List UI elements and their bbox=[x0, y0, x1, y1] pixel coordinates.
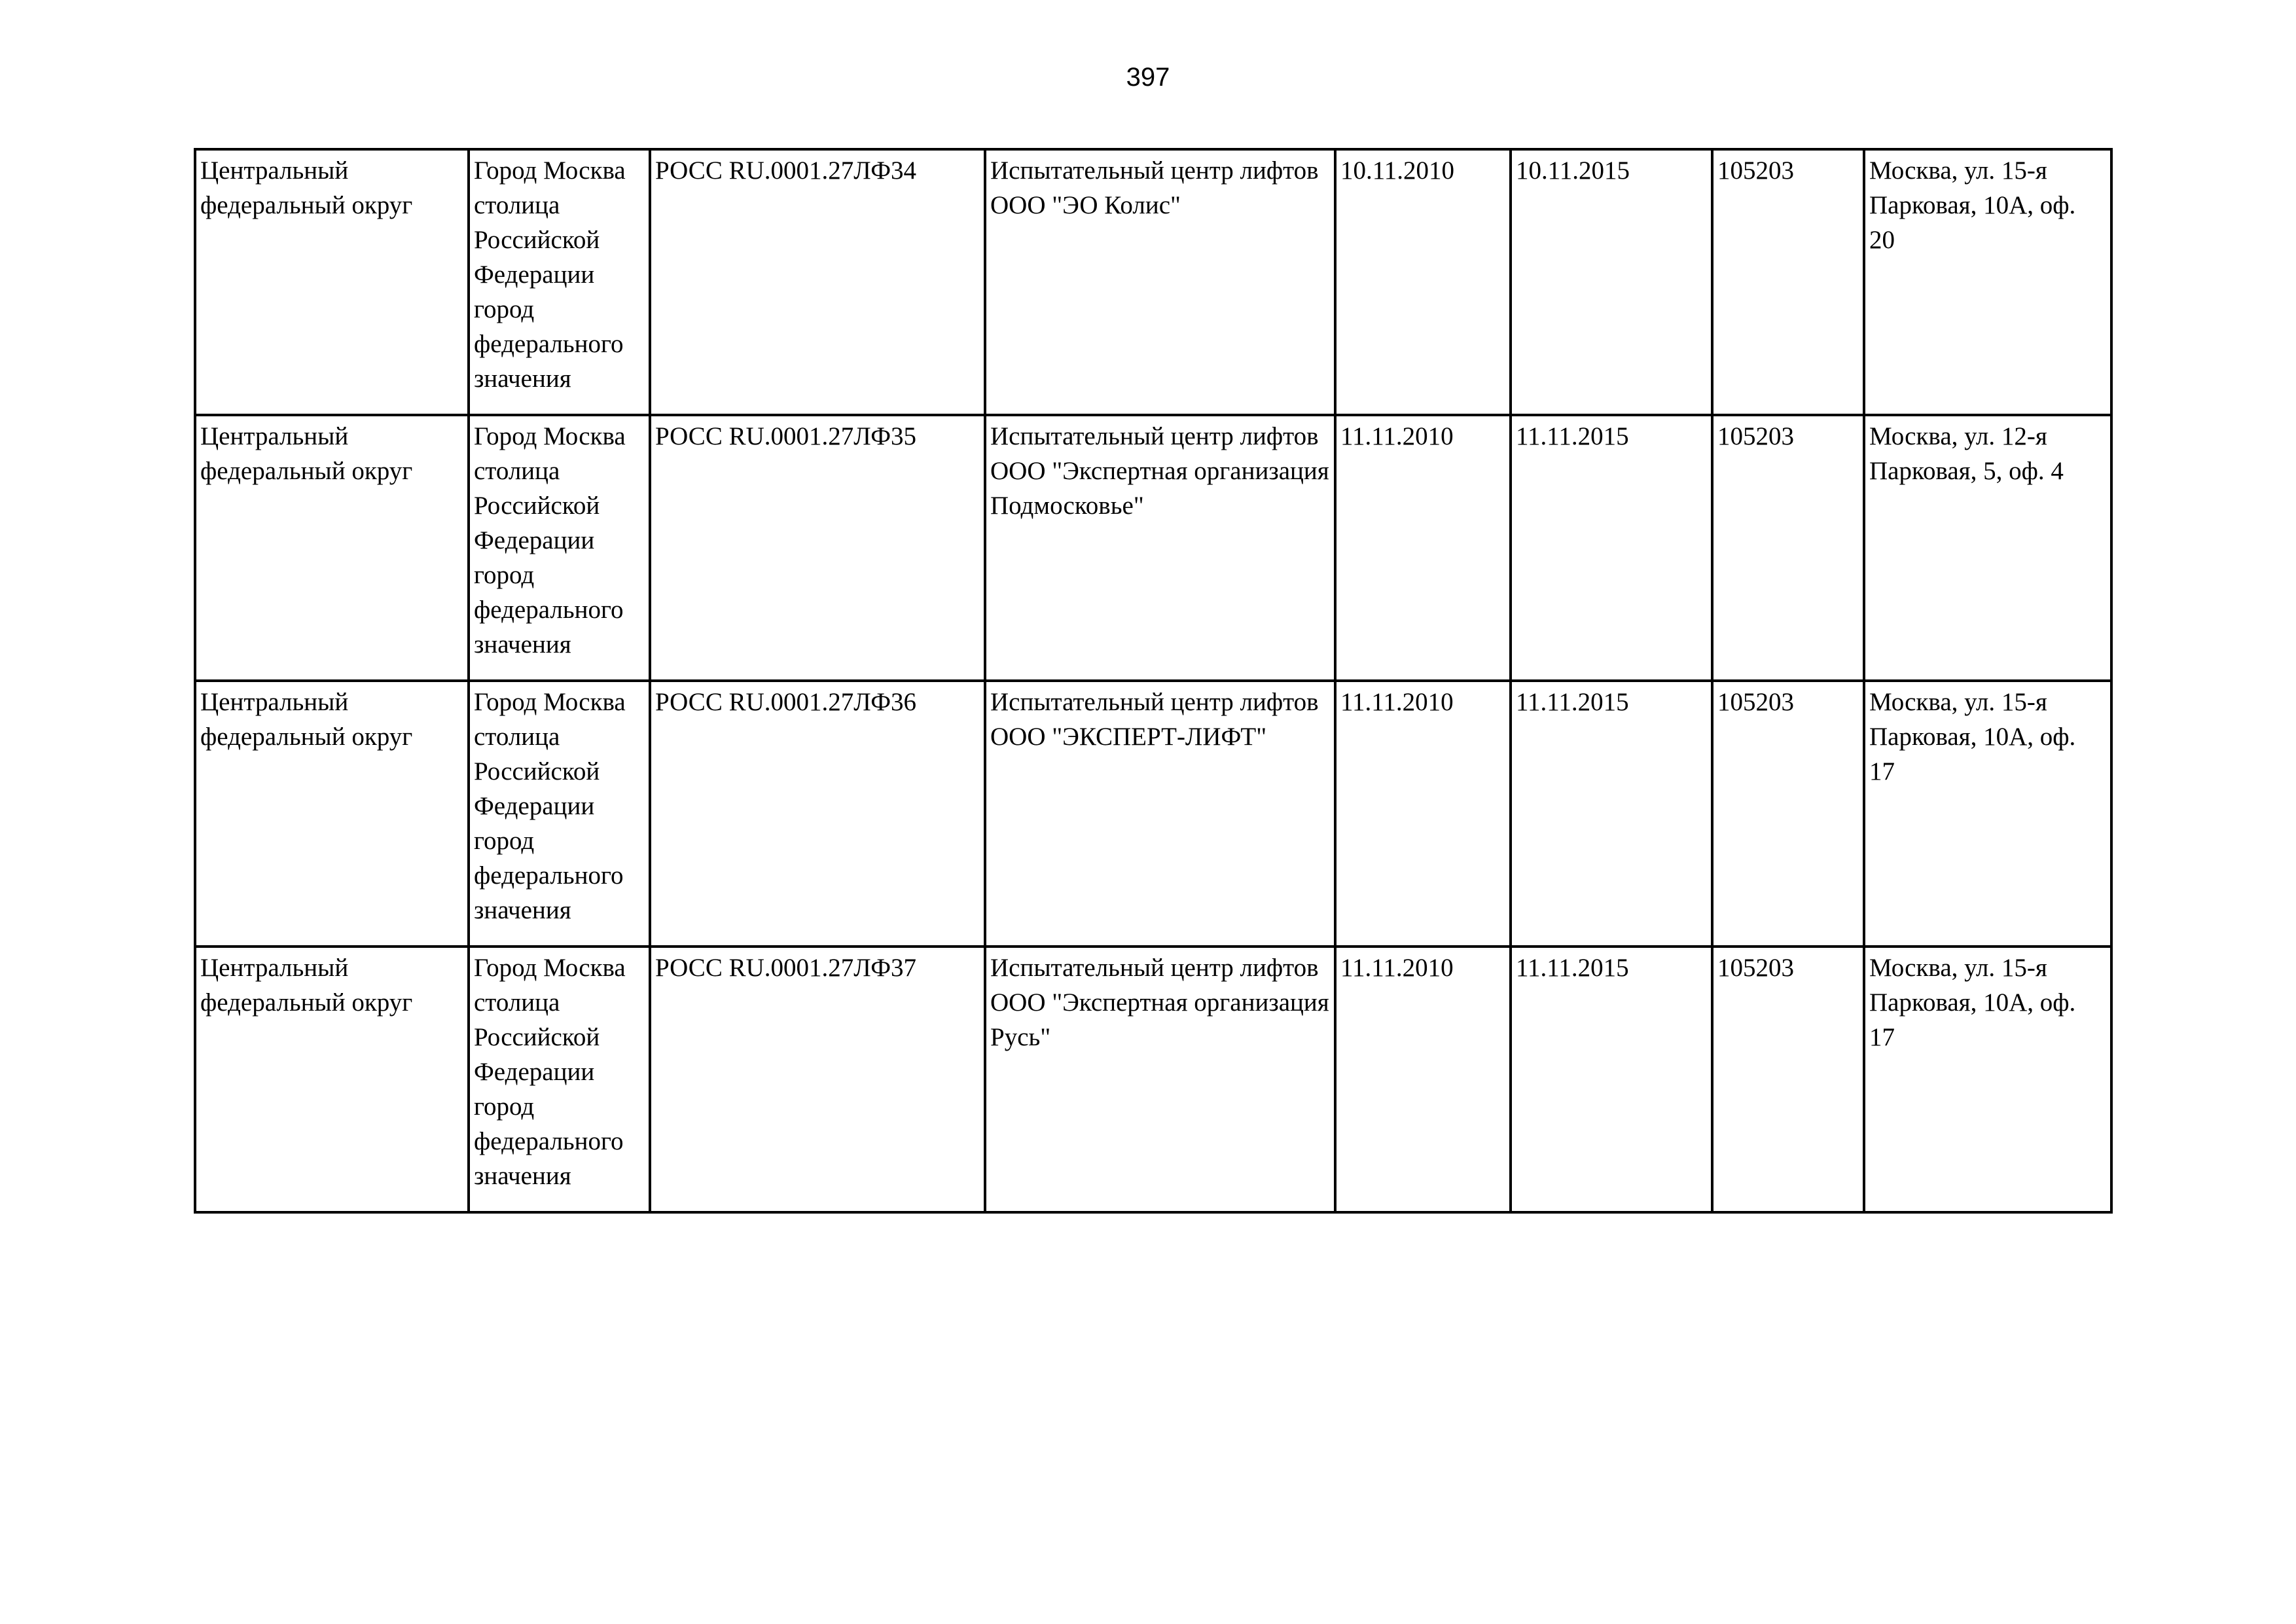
region-cell: Город Москва столица Российской Федерации город федерального значения bbox=[469, 415, 650, 681]
organization-cell: Испытательный центр лифтов ООО "Экспертная организация Подмосковье" bbox=[985, 415, 1335, 681]
table-row bbox=[195, 947, 2111, 1212]
district-cell: Центральный федеральный округ bbox=[195, 415, 469, 681]
date-end-cell: 11.11.2015 bbox=[1511, 947, 1712, 1212]
date-end-cell: 11.11.2015 bbox=[1511, 681, 1712, 947]
reg-number-cell: РОСС RU.0001.27ЛФ37 bbox=[650, 947, 985, 1212]
date-start-cell: 10.11.2010 bbox=[1335, 149, 1511, 415]
region-cell: Город Москва столица Российской Федерации город федерального значения bbox=[469, 681, 650, 947]
postcode-cell: 105203 bbox=[1712, 149, 1864, 415]
address-cell: Москва, ул. 12-я Парковая, 5, оф. 4 bbox=[1864, 415, 2111, 681]
date-start-cell: 11.11.2010 bbox=[1335, 681, 1511, 947]
district-cell: Центральный федеральный округ bbox=[195, 947, 469, 1212]
region-cell: Город Москва столица Российской Федерации город федерального значения bbox=[469, 947, 650, 1212]
table-row bbox=[195, 681, 2111, 947]
date-start-cell: 11.11.2010 bbox=[1335, 947, 1511, 1212]
postcode-cell: 105203 bbox=[1712, 681, 1864, 947]
address-cell: Москва, ул. 15-я Парковая, 10А, оф. 17 bbox=[1864, 947, 2111, 1212]
reg-number-cell: РОСС RU.0001.27ЛФ35 bbox=[650, 415, 985, 681]
district-cell: Центральный федеральный округ bbox=[195, 681, 469, 947]
date-end-cell: 11.11.2015 bbox=[1511, 415, 1712, 681]
postcode-cell: 105203 bbox=[1712, 415, 1864, 681]
registry-table bbox=[194, 148, 2113, 1214]
date-end-cell: 10.11.2015 bbox=[1511, 149, 1712, 415]
address-cell: Москва, ул. 15-я Парковая, 10А, оф. 17 bbox=[1864, 681, 2111, 947]
reg-number-cell: РОСС RU.0001.27ЛФ34 bbox=[650, 149, 985, 415]
region-cell: Город Москва столица Российской Федерации город федерального значения bbox=[469, 149, 650, 415]
date-start-cell: 11.11.2010 bbox=[1335, 415, 1511, 681]
organization-cell: Испытательный центр лифтов ООО "ЭКСПЕРТ-ЛИФТ" bbox=[985, 681, 1335, 947]
reg-number-cell: РОСС RU.0001.27ЛФ36 bbox=[650, 681, 985, 947]
district-cell: Центральный федеральный округ bbox=[195, 149, 469, 415]
organization-cell: Испытательный центр лифтов ООО "ЭО Колис" bbox=[985, 149, 1335, 415]
page-number: 397 bbox=[1126, 63, 1170, 92]
table-row bbox=[195, 415, 2111, 681]
table-row bbox=[195, 149, 2111, 415]
address-cell: Москва, ул. 15-я Парковая, 10А, оф. 20 bbox=[1864, 149, 2111, 415]
postcode-cell: 105203 bbox=[1712, 947, 1864, 1212]
organization-cell: Испытательный центр лифтов ООО "Экспертная организация Русь" bbox=[985, 947, 1335, 1212]
